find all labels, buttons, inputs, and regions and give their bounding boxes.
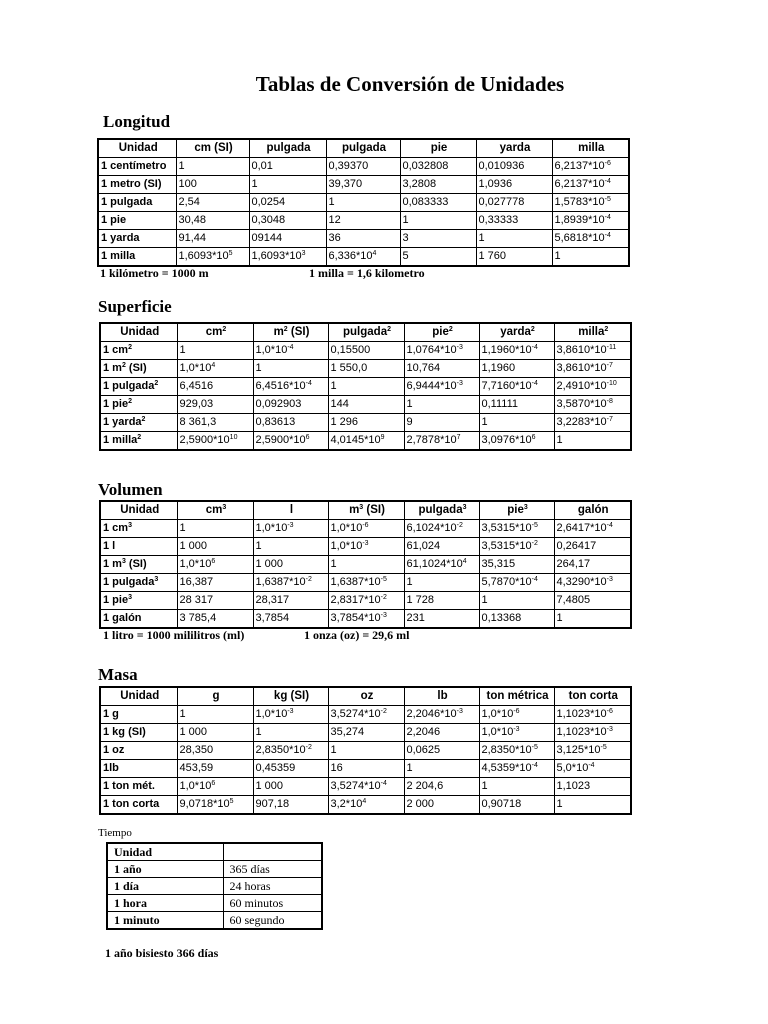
table-cell: $2,8350*10^{-5}$ [479, 742, 554, 760]
table-cell: 16,387 [177, 574, 253, 592]
table-row [100, 778, 631, 796]
table-cell: $2,8317*10^{-2}$ [328, 592, 404, 610]
table-cell: 09144 [249, 230, 326, 248]
table-volumen [99, 500, 632, 629]
table-cell: 30,48 [176, 212, 249, 230]
table-cell: $4,5359*10^{-4}$ [479, 760, 554, 778]
column-header-m3-si: $m^3$ (SI) [328, 501, 404, 520]
table-cell: 0,027778 [476, 194, 552, 212]
row-label: 1lb [100, 760, 177, 778]
table-cell: $1,8939*10^{-4}$ [552, 212, 629, 230]
table-cell: $1,6093*10^3$ [249, 248, 326, 267]
table-cell: 35,274 [328, 724, 404, 742]
column-header-pie3: pie$^3$ [479, 501, 554, 520]
table-cell: 1 550,0 [328, 360, 404, 378]
row-label: 1 hora [107, 895, 223, 912]
section-heading-longitud: Longitud [103, 112, 171, 131]
table-row [107, 912, 322, 930]
row-label: 1 centímetro [98, 158, 176, 176]
table-cell: 1 [176, 158, 249, 176]
table-cell: 0,83613 [253, 414, 328, 432]
note-kilometro: 1 kilómetro = 1000 m [100, 266, 209, 280]
table-cell: $4,0145*10^9$ [328, 432, 404, 451]
table-cell: 453,59 [177, 760, 253, 778]
table-cell: 2 204,6 [404, 778, 479, 796]
row-label: 1 g [100, 706, 177, 724]
table-cell: 16 [328, 760, 404, 778]
column-header-pulgada3: pulgada$^3$ [404, 501, 479, 520]
page-title: Tablas de Conversión de Unidades [255, 72, 565, 96]
row-label: 1 día [107, 878, 223, 895]
table-cell: 0,15500 [328, 342, 404, 360]
table-cell: 1 [476, 230, 552, 248]
table-cell: $1,1023*10^{-3}$ [554, 724, 631, 742]
table-row [100, 556, 631, 574]
table-cell: $4,3290*10^{-3}$ [554, 574, 631, 592]
table-cell: 2,2046 [404, 724, 479, 742]
row-label: Unidad [107, 843, 223, 861]
table-cell: $1,0*10^6$ [177, 778, 253, 796]
table-row [98, 176, 629, 194]
table-longitud [97, 138, 630, 267]
table-cell: 1 [554, 432, 631, 451]
table-cell: 91,44 [176, 230, 249, 248]
table-row [100, 610, 631, 629]
column-header-cm2: $cm^2$ [177, 323, 253, 342]
row-label: 1 pulgada$^3$ [100, 574, 177, 592]
table-cell: $1,0*10^{-4}$ [253, 342, 328, 360]
column-header-cm-si: cm (SI) [176, 139, 249, 158]
table-cell: $3,5870*10^{-8}$ [554, 396, 631, 414]
table-cell: 0,010936 [476, 158, 552, 176]
table-cell: 1 [253, 538, 328, 556]
column-header-unidad: Unidad [100, 323, 177, 342]
table-cell: $2,6417*10^{-4}$ [554, 520, 631, 538]
table-row [100, 378, 631, 396]
row-label: 1 minuto [107, 912, 223, 930]
row-label: 1 milla [98, 248, 176, 267]
table-cell: 1 [554, 610, 631, 629]
table-cell: $1,0*10^{-3}$ [253, 520, 328, 538]
row-label: 1 oz [100, 742, 177, 760]
table-cell: $5,7870*10^{-4}$ [479, 574, 554, 592]
table-row [100, 432, 631, 451]
row-label: 1 yarda [98, 230, 176, 248]
table-cell: $3,8610*10^{-11}$ [554, 342, 631, 360]
table-cell: $6,2137*10^{-4}$ [552, 176, 629, 194]
table-cell: $5,6818*10^{-4}$ [552, 230, 629, 248]
table-cell: $3,8610*10^{-7}$ [554, 360, 631, 378]
table-cell: 24 horas [223, 878, 322, 895]
table-cell: $6,1024*10^{-2}$ [404, 520, 479, 538]
table-cell: $1,0*10^4$ [177, 360, 253, 378]
note-bisiesto: 1 año bisiesto 366 días [105, 946, 219, 960]
table-cell: $5,0*10^{-4}$ [554, 760, 631, 778]
row-label: 1 pie [98, 212, 176, 230]
table-cell: 1 000 [253, 556, 328, 574]
table-cell: $3,5274*10^{-2}$ [328, 706, 404, 724]
table-cell: $3,7854*10^{-3}$ [328, 610, 404, 629]
table-cell: 5 [400, 248, 476, 267]
table-cell: $2,2046*10^{-3}$ [404, 706, 479, 724]
column-header-ton-métrica: ton métrica [479, 687, 554, 706]
column-header-ton-corta: ton corta [554, 687, 631, 706]
table-cell: 1 [328, 742, 404, 760]
table-cell: $3,5274*10^{-4}$ [328, 778, 404, 796]
row-label: 1 kg (SI) [100, 724, 177, 742]
table-row [100, 796, 631, 815]
column-header-unidad: Unidad [100, 687, 177, 706]
column-header-oz: oz [328, 687, 404, 706]
table-cell: 61,024 [404, 538, 479, 556]
column-header-unidad: Unidad [98, 139, 176, 158]
column-header-milla: milla [552, 139, 629, 158]
table-cell: 1 728 [404, 592, 479, 610]
table-cell: 1 [328, 556, 404, 574]
longitud-header-row [98, 139, 629, 158]
table-cell: 1 [177, 706, 253, 724]
table-row [100, 360, 631, 378]
table-cell: $1,6387*10^{-5}$ [328, 574, 404, 592]
table-cell: $3,125*10^{-5}$ [554, 742, 631, 760]
table-row [100, 706, 631, 724]
table-masa [99, 686, 632, 815]
table-cell: 1 000 [177, 538, 253, 556]
column-header-pulgada: pulgada [249, 139, 326, 158]
table-cell: 60 minutos [223, 895, 322, 912]
table-row [100, 414, 631, 432]
section-heading-superficie: Superficie [98, 297, 172, 316]
table-cell: 1 [328, 378, 404, 396]
table-cell: 1 000 [253, 778, 328, 796]
table-cell: 1 [479, 778, 554, 796]
table-superficie [99, 322, 632, 451]
table-cell: $2,5900*10^{10}$ [177, 432, 253, 451]
column-header-pulgada2: pulgada$^2$ [328, 323, 404, 342]
table-cell: 35,315 [479, 556, 554, 574]
table-cell: $1,5783*10^{-5}$ [552, 194, 629, 212]
table-cell: 3 [400, 230, 476, 248]
table-cell: $3,5315*10^{-5}$ [479, 520, 554, 538]
section-heading-tiempo: Tiempo [98, 827, 132, 839]
table-cell: $6,336*10^4$ [326, 248, 400, 267]
table-cell: 1 [479, 414, 554, 432]
column-header-milla2: milla$^2$ [554, 323, 631, 342]
table-cell: 8 361,3 [177, 414, 253, 432]
column-header-g: g [177, 687, 253, 706]
table-cell: 1 [552, 248, 629, 267]
row-label: 1 l [100, 538, 177, 556]
row-label: 1 ton corta [100, 796, 177, 815]
table-cell: 1 [404, 574, 479, 592]
table-cell: 28,350 [177, 742, 253, 760]
table-cell: $6,4516*10^{-4}$ [253, 378, 328, 396]
table-cell: 6,4516 [177, 378, 253, 396]
row-label: 1 pie$^2$ [100, 396, 177, 414]
table-cell: 10,764 [404, 360, 479, 378]
table-cell: $1,0*10^{-6}$ [479, 706, 554, 724]
table-cell: $2,8350*10^{-2}$ [253, 742, 328, 760]
row-label: 1 ton mét. [100, 778, 177, 796]
table-cell: 365 días [223, 861, 322, 878]
table-cell: $2,4910*10^{-10}$ [554, 378, 631, 396]
table-cell: 0,0254 [249, 194, 326, 212]
column-header-lb: lb [404, 687, 479, 706]
table-cell: $6,2137*10^{-6}$ [552, 158, 629, 176]
table-cell: $1,0*10^6$ [177, 556, 253, 574]
table-cell: $2,5900*10^6$ [253, 432, 328, 451]
table-cell: 9 [404, 414, 479, 432]
table-cell: 12 [326, 212, 400, 230]
masa-header-row [100, 687, 631, 706]
table-cell: 28,317 [253, 592, 328, 610]
note-onza: 1 onza (oz) = 29,6 ml [304, 628, 410, 642]
table-row [100, 342, 631, 360]
table-cell: 0,01 [249, 158, 326, 176]
table-cell: $3,0976*10^6$ [479, 432, 554, 451]
table-row [100, 538, 631, 556]
table-cell: $1,0*10^{-3}$ [479, 724, 554, 742]
table-cell: 1,0936 [476, 176, 552, 194]
table-cell: 0,26417 [554, 538, 631, 556]
row-label: 1 $m^2$ (SI) [100, 360, 177, 378]
table-cell: 100 [176, 176, 249, 194]
table-cell: 0,11111 [479, 396, 554, 414]
table-cell: $61,1024*10^4$ [404, 556, 479, 574]
table-tiempo [106, 842, 323, 930]
table-row [100, 520, 631, 538]
table-row [98, 158, 629, 176]
table-cell: 1 [253, 360, 328, 378]
table-cell: 1 000 [177, 724, 253, 742]
table-cell: $1,0*10^{-3}$ [253, 706, 328, 724]
table-cell: 1 [177, 342, 253, 360]
table-cell: 1 [326, 194, 400, 212]
superficie-header-row [100, 323, 631, 342]
table-cell: $9,0718*10^5$ [177, 796, 253, 815]
table-cell: 0,3048 [249, 212, 326, 230]
table-row [100, 724, 631, 742]
column-header-m2-si: $m^2$ (SI) [253, 323, 328, 342]
section-heading-masa: Masa [98, 665, 138, 684]
table-cell [223, 843, 322, 861]
column-header-yarda2: yarda$^2$ [479, 323, 554, 342]
table-cell: 2,54 [176, 194, 249, 212]
table-cell: $3,5315*10^{-2}$ [479, 538, 554, 556]
table-cell: 0,083333 [400, 194, 476, 212]
table-row [98, 212, 629, 230]
table-cell: $1,6387*10^{-2}$ [253, 574, 328, 592]
table-cell: $1,0764*10^{-3}$ [404, 342, 479, 360]
table-cell: $2,7878*10^7$ [404, 432, 479, 451]
table-cell: $1,1023*10^{-6}$ [554, 706, 631, 724]
table-cell: 39,370 [326, 176, 400, 194]
table-cell: 28 317 [177, 592, 253, 610]
row-label: 1 pulgada$^2$ [100, 378, 177, 396]
note-litro: 1 litro = 1000 mililitros (ml) [103, 628, 245, 642]
table-cell: 1 [479, 592, 554, 610]
column-header-yarda: yarda [476, 139, 552, 158]
table-cell: 1 [249, 176, 326, 194]
row-label: 1 año [107, 861, 223, 878]
table-cell: $1,6093*10^5$ [176, 248, 249, 267]
row-label: 1 pulgada [98, 194, 176, 212]
row-label: 1 galón [100, 610, 177, 629]
table-cell: $3,2283*10^{-7}$ [554, 414, 631, 432]
column-header-l: l [253, 501, 328, 520]
table-cell: 1,1023 [554, 778, 631, 796]
table-row [100, 396, 631, 414]
table-row [100, 760, 631, 778]
table-cell: 3,7854 [253, 610, 328, 629]
section-heading-volumen: Volumen [98, 480, 163, 499]
table-cell: 60 segundo [223, 912, 322, 930]
volumen-header-row [100, 501, 631, 520]
table-cell: 1,1960 [479, 360, 554, 378]
table-cell: 3 785,4 [177, 610, 253, 629]
table-cell: 929,03 [177, 396, 253, 414]
table-row [98, 248, 629, 267]
column-header-cm3: $cm^3$ [177, 501, 253, 520]
table-cell: 144 [328, 396, 404, 414]
table-cell: 0,90718 [479, 796, 554, 815]
table-row [107, 878, 322, 895]
column-header-pie: pie [400, 139, 476, 158]
table-cell: 1 [404, 760, 479, 778]
note-milla: 1 milla = 1,6 kilometro [309, 266, 425, 280]
table-cell: 1 296 [328, 414, 404, 432]
table-cell: 2 000 [404, 796, 479, 815]
table-row [100, 742, 631, 760]
table-cell: $1,1960*10^{-4}$ [479, 342, 554, 360]
row-label: 1 yarda$^2$ [100, 414, 177, 432]
column-header-kg-si: kg (SI) [253, 687, 328, 706]
table-row [107, 861, 322, 878]
row-label: 1 $m^3$ (SI) [100, 556, 177, 574]
table-cell: 1 [400, 212, 476, 230]
row-label: 1 $cm^3$ [100, 520, 177, 538]
column-header-pulgada: pulgada [326, 139, 400, 158]
table-cell: 1 [253, 724, 328, 742]
row-label: 1 $cm^2$ [100, 342, 177, 360]
table-row [98, 194, 629, 212]
table-cell: 0,13368 [479, 610, 554, 629]
table-row [100, 592, 631, 610]
table-row [98, 230, 629, 248]
row-label: 1 pie$^3$ [100, 592, 177, 610]
table-cell: 264,17 [554, 556, 631, 574]
table-cell: 7,4805 [554, 592, 631, 610]
table-row [107, 843, 322, 861]
column-header-unidad: Unidad [100, 501, 177, 520]
table-cell: $6,9444*10^{-3}$ [404, 378, 479, 396]
table-cell: 36 [326, 230, 400, 248]
column-header-pie2: pie$^2$ [404, 323, 479, 342]
table-cell: 1 760 [476, 248, 552, 267]
table-row [107, 895, 322, 912]
column-header-galón: galón [554, 501, 631, 520]
table-cell: 1 [177, 520, 253, 538]
table-cell: $1,0*10^{-6}$ [328, 520, 404, 538]
row-label: 1 metro (SI) [98, 176, 176, 194]
table-cell: $1,0*10^{-3}$ [328, 538, 404, 556]
row-label: 1 milla$^2$ [100, 432, 177, 451]
table-cell: $3,2*10^4$ [328, 796, 404, 815]
table-row [100, 574, 631, 592]
table-cell: 0,39370 [326, 158, 400, 176]
table-cell: 3,2808 [400, 176, 476, 194]
table-cell: 231 [404, 610, 479, 629]
table-cell: 1 [404, 396, 479, 414]
table-cell: 0,032808 [400, 158, 476, 176]
table-cell: 907,18 [253, 796, 328, 815]
table-cell: 0,0625 [404, 742, 479, 760]
table-cell: 0,092903 [253, 396, 328, 414]
table-cell: 0,33333 [476, 212, 552, 230]
table-cell: 1 [554, 796, 631, 815]
table-cell: $7,7160*10^{-4}$ [479, 378, 554, 396]
table-cell: 0,45359 [253, 760, 328, 778]
